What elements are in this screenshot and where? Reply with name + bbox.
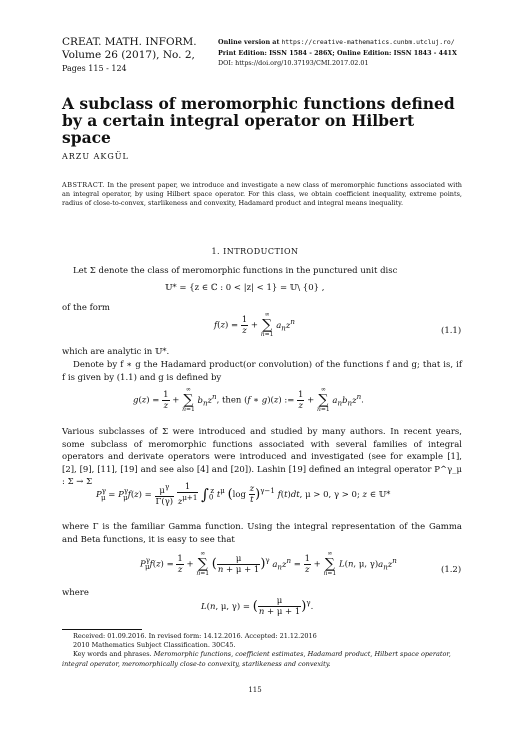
keywords-text: Meromorphic functions, coefficient estimates, Hadamard product, Hilbert space operator, integral operator, meromorphically close-to convexity, starlikeness and convexity. (62, 650, 451, 668)
equation-disc: 𝕌* = {z ∈ ℂ : 0 < |z| < 1} = 𝕌\ {0} , (165, 283, 325, 293)
online-url[interactable]: https://creative-mathematics.cunbm.utcluj.ro/ (281, 38, 455, 46)
operator-mapping: P^γ_μ : Σ → Σ (62, 464, 462, 487)
footnote-received: Received: 01.09.2016. In revised form: 14.12.2016. Accepted: 21.12.2016 (73, 632, 317, 640)
paragraph-form: of the form (62, 303, 110, 313)
page-number: 115 (248, 686, 262, 694)
footnote-keywords (62, 650, 462, 668)
paragraph-where: where (62, 588, 89, 598)
abstract (62, 181, 462, 208)
paragraph-analytic: which are analytic in 𝕌*. (62, 347, 170, 357)
footnote-rule (62, 629, 142, 630)
paragraph-hadamard: Denote by f ∗ g the Hadamard product(or convolution) of the functions f and g; that is, if f is given by (1.1) and g is defined by (62, 360, 462, 383)
section-heading: 1. INTRODUCTION (211, 247, 299, 256)
author-name: ARZU AKGÜL (62, 152, 129, 161)
doi-line[interactable]: DOI: https://doi.org/10.37193/CMI.2017.02.01 (218, 59, 369, 67)
issn-line: Print Edition: ISSN 1584 - 286X; Online Edition: ISSN 1843 - 441X (218, 48, 457, 57)
equation-integral-operator: $P^\gamma_\mu = P^\gamma_\mu f(z)$ = $\frac{\mu^\gamma}{\Gamma(\gamma)}$ $\frac{1}{z^{\mu+1}}$ $\int_0^z$ $t^\mu$ (log $\frac{z}{t}$ )$^{\gamma-1}$ f(t)dt, μ > 0, γ > 0; z ∈ 𝕌* (96, 482, 391, 507)
journal-header (62, 36, 197, 75)
paragraph-intro: Let Σ denote the class of meromorphic functions in the punctured unit disc (73, 266, 398, 276)
publication-info (218, 37, 457, 69)
footnotes (62, 632, 462, 669)
journal-name: CREAT. MATH. INFORM. (62, 36, 197, 48)
keywords-label: Key words and phrases. (73, 650, 152, 659)
equation-number-1-1: (1.1) (441, 326, 462, 336)
paragraph-subclasses (62, 426, 462, 489)
journal-pages: Pages 115 - 124 (62, 64, 127, 73)
equation-L-definition: L(n, μ, γ) = ( $\frac{\mu}{n + \mu + 1}$ )$^\gamma$. (201, 596, 314, 617)
abstract-text: In the present paper, we introduce and investigate a new class of meromorphic functions associated with an integral operator, by using Hilbert space operator. For this class, we obtain coefficient inequality, extreme points, radius of close-to-convex, starlikeness and convexity, Hadamard product and integral means inequality. (62, 181, 462, 207)
paragraph-gamma: where Γ is the familiar Gamma function. Using the integral representation of the Gamma and Beta functions, it is easy to see that (62, 522, 462, 545)
equation-number-1-2: (1.2) (441, 565, 462, 575)
equation-1-2: $P^\gamma_\mu f(z)$ = $\frac{1}{z}$ + ∞ ∑ n=1 ( $\frac{\mu}{n + \mu + 1}$ )$^\gamma$ $a_nz^n$ = $\frac{1}{z}$ + ∞ ∑ n=1 L(n, μ, $\gamma)a_nz^n$ (140, 550, 397, 577)
equation-1-1: f(z) = $\frac{1}{z}$ + ∞ ∑ n=1 $a_nz^n$ (214, 311, 295, 338)
footnote-msc: 2010 Mathematics Subject Classification. 30C45. (73, 641, 236, 650)
journal-volume: Volume 26 (2017), No. 2, (62, 49, 195, 61)
abstract-label: ABSTRACT. (62, 181, 105, 189)
online-label: Online version at (218, 38, 280, 46)
equation-g-and-product: g(z) = $\frac{1}{z}$ + ∞ ∑ n=1 $b_nz^n$, then (f ∗ g)(z) := $\frac{1}{z}$ + ∞ ∑ n=1 $a_nb_nz^n$. (133, 386, 364, 413)
paper-title: A subclass of meromorphic functions defined by a certain integral operator on Hilbert space (62, 94, 455, 147)
paragraph-subclasses-text: Various subclasses of Σ were introduced and studied by many authors. In recent years, some subclass of meromorphic functions associated with several families of integral operators and derivate operators were introduced and investigated (see for example [1], [2], [9], [11], [19] and see also [4] and [20]). Lashin [19] defined an integral operator (62, 427, 462, 475)
